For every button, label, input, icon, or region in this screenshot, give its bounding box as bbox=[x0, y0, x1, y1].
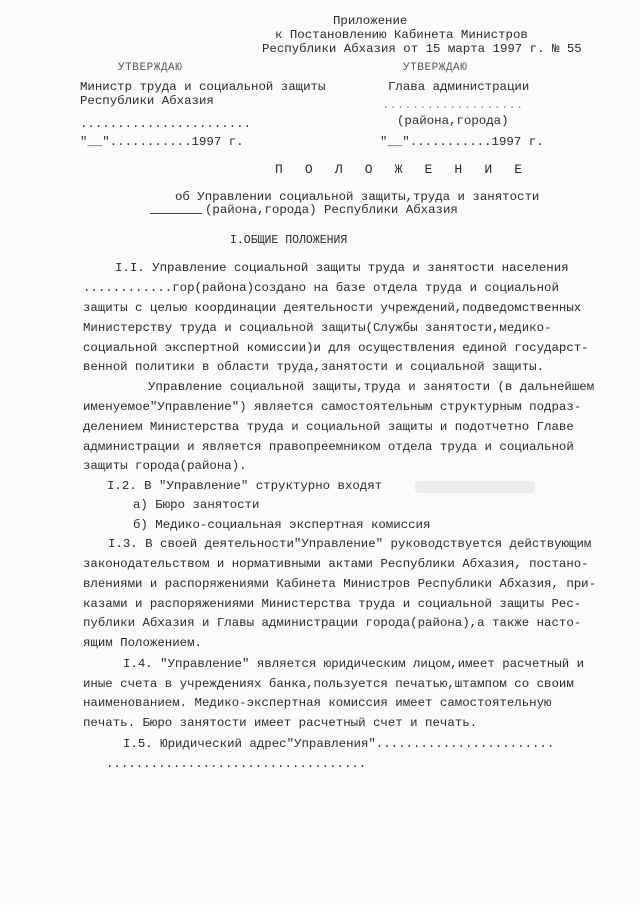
paragraph-line: иные счета в учреждениях банка,пользуется печатью,штампом со своим bbox=[83, 677, 574, 691]
document-title: П О Л О Ж Е Н И Е bbox=[275, 162, 530, 177]
approve-left-signature-dots: ....................... bbox=[80, 117, 252, 131]
approve-left-title-1: Министр труда и социальной защиты bbox=[80, 80, 326, 94]
section-heading: I.ОБЩИЕ ПОЛОЖЕНИЯ bbox=[230, 234, 348, 247]
paragraph-line: делением Министерства труда и социальной защиты и подотчетно Главе bbox=[83, 420, 574, 434]
paragraph-line: I.I. Управление социальной защиты труда и занятости населения bbox=[115, 261, 569, 275]
paragraph-line: I.3. В своей деятельности"Управление" руководствуется действующим bbox=[108, 537, 592, 551]
approve-left-title-2: Республики Абхазия bbox=[80, 94, 214, 108]
paragraph-line: венной политики в области труда,занятости и социальной защиты. bbox=[83, 360, 545, 374]
paragraph-line: влениями и распоряжениями Кабинета Министров Республики Абхазия, при- bbox=[83, 577, 597, 591]
address-dots-line: ................................... bbox=[106, 757, 367, 771]
appendix-line-3: Республики Абхазия от 15 марта 1997 г. № 55 bbox=[262, 42, 582, 56]
paragraph-line: законодательством и нормативными актами Республики Абхазия, постано- bbox=[83, 557, 589, 571]
appendix-line-1: Приложение bbox=[333, 14, 408, 28]
paragraph-line: публики Абхазия и Главы администрации города(района),а также насто- bbox=[83, 616, 582, 630]
scan-smudge bbox=[415, 481, 535, 493]
list-item: а) Бюро занятости bbox=[133, 498, 260, 512]
appendix-line-2: к Постановлению Кабинета Министров bbox=[275, 28, 528, 42]
list-item: б) Медико-социальная экспертная комиссия bbox=[133, 518, 431, 532]
paragraph-line: I.4. "Управление" является юридическим лицом,имеет расчетный и bbox=[123, 657, 585, 671]
paragraph-line: защиты с целью координации деятельности учреждений,подведомственных bbox=[83, 301, 582, 315]
document-subtitle-2: (района,города) Республики Абхазия bbox=[205, 203, 458, 217]
paragraph-line: печать. Бюро занятости имеет расчетный счет и печать. bbox=[83, 716, 478, 730]
approve-left-date: "__"...........1997 г. bbox=[80, 135, 244, 149]
paragraph-line: Министерству труда и социальной защиты(Службы занятости,медико- bbox=[83, 321, 552, 335]
approve-right-date: "__"...........1997 г. bbox=[380, 135, 544, 149]
paragraph-line: ящим Положением. bbox=[83, 636, 202, 650]
paragraph-line: социальной экспертной комиссии)и для осуществления единой государст- bbox=[83, 341, 589, 355]
paragraph-line: ............гор(района)создано на базе отдела труда и социальной bbox=[83, 281, 559, 295]
paragraph-line: администрации и является правопреемником отдела труда и социальной bbox=[83, 440, 574, 454]
paragraph-line: I.5. Юридический адрес"Управления"........................ bbox=[123, 737, 555, 751]
paragraph-line: казами и распоряжениями Министерства труда и социальной защиты Рес- bbox=[83, 597, 582, 611]
approve-right-title-1: Глава администрации bbox=[388, 80, 530, 94]
paragraph-line: защиты города(района). bbox=[83, 459, 247, 473]
approve-right-dots: ................... bbox=[382, 98, 524, 112]
paragraph-line: I.2. В "Управление" структурно входят bbox=[107, 479, 383, 493]
document-subtitle-1: об Управлении социальной защиты,труда и занятости bbox=[175, 190, 540, 204]
paragraph-line: именуемое"Управление") является самостоятельным структурным подраз- bbox=[83, 400, 582, 414]
paragraph-line: Управление социальной защиты,труда и занятости (в дальнейшем bbox=[148, 380, 595, 394]
approve-stamp-left: УТВЕРЖДАЮ bbox=[118, 62, 183, 74]
paragraph-line: наименованием. Медико-экспертная комиссия имеет самостоятельную bbox=[83, 696, 552, 710]
approve-right-title-2: (района,города) bbox=[397, 114, 509, 128]
approve-stamp-right: УТВЕРЖДАЮ bbox=[403, 62, 468, 74]
